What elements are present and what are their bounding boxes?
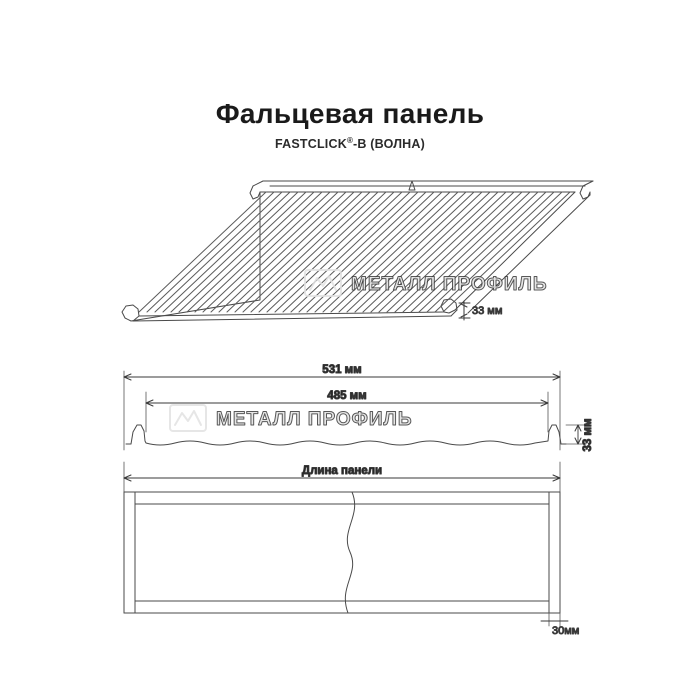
- page-title: Фальцевая панель: [215, 98, 485, 129]
- label-height-iso: 33 мм: [472, 305, 503, 317]
- isometric-panel-view: [122, 181, 593, 321]
- registered-mark: ®: [346, 136, 354, 145]
- label-bottom-offset: 30мм: [552, 625, 580, 637]
- subtitle-brand: FASTCLICK: [275, 137, 347, 152]
- subtitle-variant: -В (ВОЛНА): [353, 137, 425, 152]
- svg-text:МЕТАЛЛ ПРОФИЛЬ: МЕТАЛЛ ПРОФИЛЬ: [351, 274, 548, 295]
- label-useful-width: 485 мм: [327, 390, 367, 402]
- label-panel-length: Длина панели: [301, 465, 383, 477]
- label-total-width: 531 мм: [322, 364, 362, 376]
- watermark: [170, 270, 548, 431]
- svg-text:МЕТАЛЛ ПРОФИЛЬ: МЕТАЛЛ ПРОФИЛЬ: [216, 409, 413, 430]
- plan-view: [124, 462, 568, 626]
- label-height-section: 33 мм: [582, 418, 594, 452]
